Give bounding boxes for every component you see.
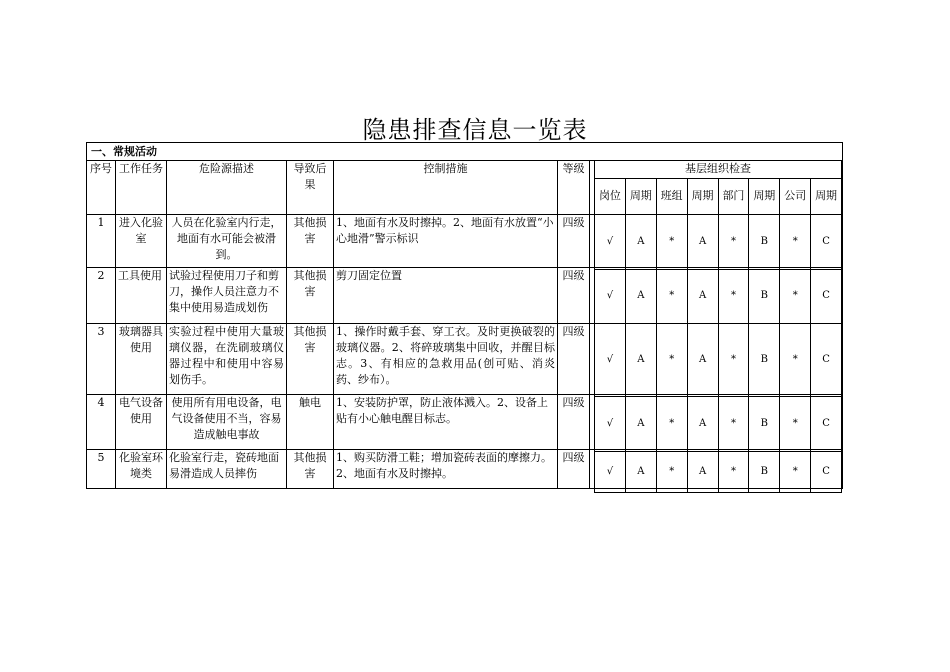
check-cell: B <box>749 451 780 492</box>
check-cell: √ <box>595 396 626 451</box>
check-row <box>595 323 842 396</box>
check-row <box>595 451 842 492</box>
check-cell: C <box>811 323 842 396</box>
inspection-grid <box>594 160 842 493</box>
row-hazard: 化验室行走，瓷砖地面易滑造成人员摔伤 <box>167 450 287 489</box>
check-cell: C <box>811 451 842 492</box>
row-no: 1 <box>87 215 116 268</box>
check-row <box>595 396 842 451</box>
check-cell: √ <box>595 451 626 492</box>
header-no: 序号 <box>87 161 116 215</box>
check-cell: B <box>749 214 780 269</box>
check-cell: * <box>656 214 687 269</box>
check-cell: A <box>687 396 718 451</box>
check-cell: A <box>687 269 718 323</box>
row-hazard: 人员在化验室内行走，地面有水可能会被滑到。 <box>167 215 287 268</box>
check-cell: * <box>656 323 687 396</box>
row-hazard: 实验过程中使用大量玻璃仪器，在洗刷玻璃仪器过程中和使用中容易划伤手。 <box>167 324 287 395</box>
check-cell: * <box>718 396 749 451</box>
row-control: 1、地面有水及时擦掉。2、地面有水放置“小心地滑”警示标识 <box>334 215 558 268</box>
row-task: 工具使用 <box>116 268 167 324</box>
header-task: 工作任务 <box>116 161 167 215</box>
row-level: 四级 <box>558 268 590 324</box>
check-cell: * <box>780 396 811 451</box>
row-result: 其他损害 <box>287 450 334 489</box>
row-hazard: 试验过程使用刀子和剪刀，操作人员注意力不集中使用易造成划伤 <box>167 268 287 324</box>
check-cell: * <box>718 451 749 492</box>
row-no: 2 <box>87 268 116 324</box>
check-cell: * <box>656 269 687 323</box>
check-cell: A <box>625 451 656 492</box>
check-cell: A <box>687 323 718 396</box>
row-result: 其他损害 <box>287 324 334 395</box>
sub-header: 周期 <box>625 178 656 214</box>
header-result: 导致后果 <box>287 161 334 215</box>
check-cell: * <box>718 269 749 323</box>
header-level: 等级 <box>558 161 590 215</box>
row-no: 3 <box>87 324 116 395</box>
row-control: 1、操作时戴手套、穿工衣。及时更换破裂的玻璃仪器。2、将碎玻璃集中回收，并醒目标志。3、有相应的急救用品(创可贴、消炎药、纱布）。 <box>334 324 558 395</box>
sub-header: 岗位 <box>595 178 626 214</box>
row-level: 四级 <box>558 450 590 489</box>
check-cell: C <box>811 396 842 451</box>
check-cell: A <box>625 323 656 396</box>
row-hazard: 使用所有用电设备，电气设备使用不当，容易造成触电事故 <box>167 395 287 450</box>
page-title: 隐患排查信息一览表 <box>362 116 588 144</box>
sub-header: 周期 <box>811 178 842 214</box>
row-level: 四级 <box>558 395 590 450</box>
check-cell: √ <box>595 323 626 396</box>
row-level: 四级 <box>558 215 590 268</box>
check-cell: A <box>687 214 718 269</box>
check-cell: C <box>811 269 842 323</box>
check-header: 基层组织检查 <box>595 160 842 178</box>
check-cell: * <box>780 214 811 269</box>
row-control: 1、安装防护罩，防止液体溅入。2、设备上贴有小心触电醒目标志。 <box>334 395 558 450</box>
check-cell: * <box>656 396 687 451</box>
section-title: 一、常规活动 <box>87 143 843 161</box>
check-cell: A <box>625 396 656 451</box>
check-cell: C <box>811 214 842 269</box>
sub-header: 部门 <box>718 178 749 214</box>
check-cell: * <box>780 323 811 396</box>
row-no: 4 <box>87 395 116 450</box>
check-cell: * <box>780 451 811 492</box>
check-row <box>595 214 842 269</box>
check-cell: √ <box>595 214 626 269</box>
row-task: 化验室环境类 <box>116 450 167 489</box>
check-row <box>595 269 842 323</box>
row-result: 触电 <box>287 395 334 450</box>
header-control: 控制措施 <box>334 161 558 215</box>
sub-header: 周期 <box>687 178 718 214</box>
check-cell: * <box>718 214 749 269</box>
row-control: 1、购买防滑工鞋；增加瓷砖表面的摩擦力。2、地面有水及时擦掉。 <box>334 450 558 489</box>
sub-header: 班组 <box>656 178 687 214</box>
check-cell: B <box>749 396 780 451</box>
check-cell: B <box>749 269 780 323</box>
check-cell: A <box>625 269 656 323</box>
check-cell: √ <box>595 269 626 323</box>
check-cell: * <box>656 451 687 492</box>
check-cell: B <box>749 323 780 396</box>
row-control: 剪刀固定位置 <box>334 268 558 324</box>
row-result: 其他损害 <box>287 268 334 324</box>
header-hazard: 危险源描述 <box>167 161 287 215</box>
row-level: 四级 <box>558 324 590 395</box>
check-cell: * <box>718 323 749 396</box>
row-no: 5 <box>87 450 116 489</box>
sub-header: 周期 <box>749 178 780 214</box>
check-cell: A <box>687 451 718 492</box>
check-cell: * <box>780 269 811 323</box>
row-result: 其他损害 <box>287 215 334 268</box>
row-task: 进入化验室 <box>116 215 167 268</box>
row-task: 玻璃器具使用 <box>116 324 167 395</box>
row-task: 电气设备使用 <box>116 395 167 450</box>
sub-header: 公司 <box>780 178 811 214</box>
check-cell: A <box>625 214 656 269</box>
